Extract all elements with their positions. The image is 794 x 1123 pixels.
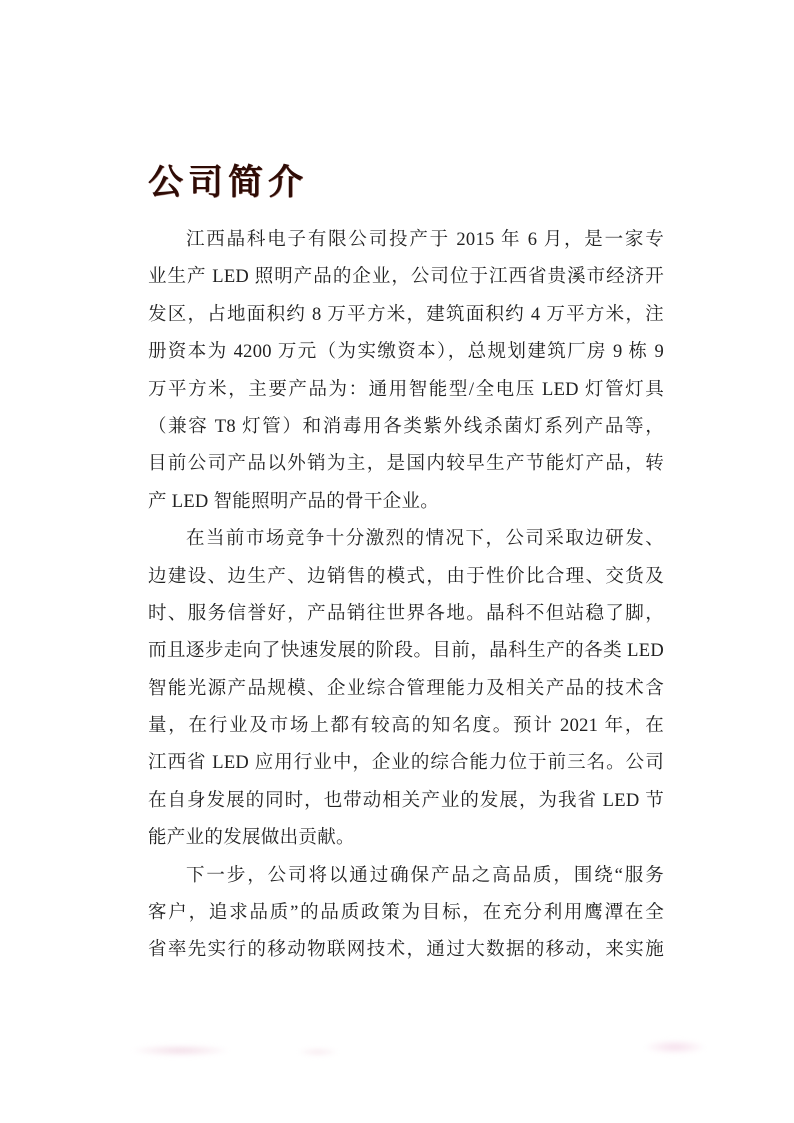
text-line: 江西省 LED 应用行业中，企业的综合能力位于前三名。公司 (148, 753, 664, 774)
document-body (148, 161, 664, 970)
text-line: 江西晶科电子有限公司投产于 2015 年 6 月，是一家专 (186, 230, 664, 250)
paragraph (148, 858, 664, 970)
text-line: 客户，追求品质”的品质政策为目标，在充分利用鹰潭在全 (148, 903, 664, 924)
text-line: 册资本为 4200 万元（为实缴资本），总规划建筑厂房 9 栋 9 (148, 342, 664, 363)
text-line: 下一步，公司将以通过确保产品之高品质，围绕“服务 (186, 865, 664, 886)
text-line: 而且逐步走向了快速发展的阶段。目前，晶科生产的各类 LED (148, 641, 664, 662)
text-line: 时、服务信誉好，产品销往世界各地。晶科不但站稳了脚， (148, 603, 664, 624)
paragraph (148, 521, 664, 858)
text-line: 万平方米，主要产品为：通用智能型/全电压 LED 灯管灯具 (148, 379, 664, 400)
text-line: 产 LED 智能照明产品的骨干企业。 (148, 491, 440, 512)
text-line: 发区，占地面积约 8 万平方米，建筑面积约 4 万平方米，注 (148, 304, 664, 325)
text-line: 省率先实行的移动物联网技术，通过大数据的移动，来实施 (148, 940, 664, 961)
text-line: 在自身发展的同时，也带动相关产业的发展，为我省 LED 节 (148, 790, 664, 811)
text-line: 目前公司产品以外销为主，是国内较早生产节能灯产品，转 (148, 454, 664, 475)
text-line: 业生产 LED 照明产品的企业，公司位于江西省贵溪市经济开 (148, 267, 664, 288)
text-line: （兼容 T8 灯管）和消毒用各类紫外线杀菌灯系列产品等， (148, 416, 664, 437)
scan-smudge (298, 1048, 338, 1056)
text-line: 量，在行业及市场上都有较高的知名度。预计 2021 年，在 (148, 716, 664, 737)
text-line: 智能光源产品规模、企业综合管理能力及相关产品的技术含 (148, 678, 664, 699)
page-title: 公司简介 (148, 163, 309, 202)
text-line: 能产业的发展做出贡献。 (148, 828, 355, 849)
scan-smudge (645, 1040, 705, 1054)
text-line: 在当前市场竞争十分激烈的情况下，公司采取边研发、 (186, 529, 664, 550)
scan-smudge (133, 1045, 228, 1056)
text-line: 边建设、边生产、边销售的模式，由于性价比合理、交货及 (148, 566, 664, 587)
paragraph (148, 222, 664, 521)
